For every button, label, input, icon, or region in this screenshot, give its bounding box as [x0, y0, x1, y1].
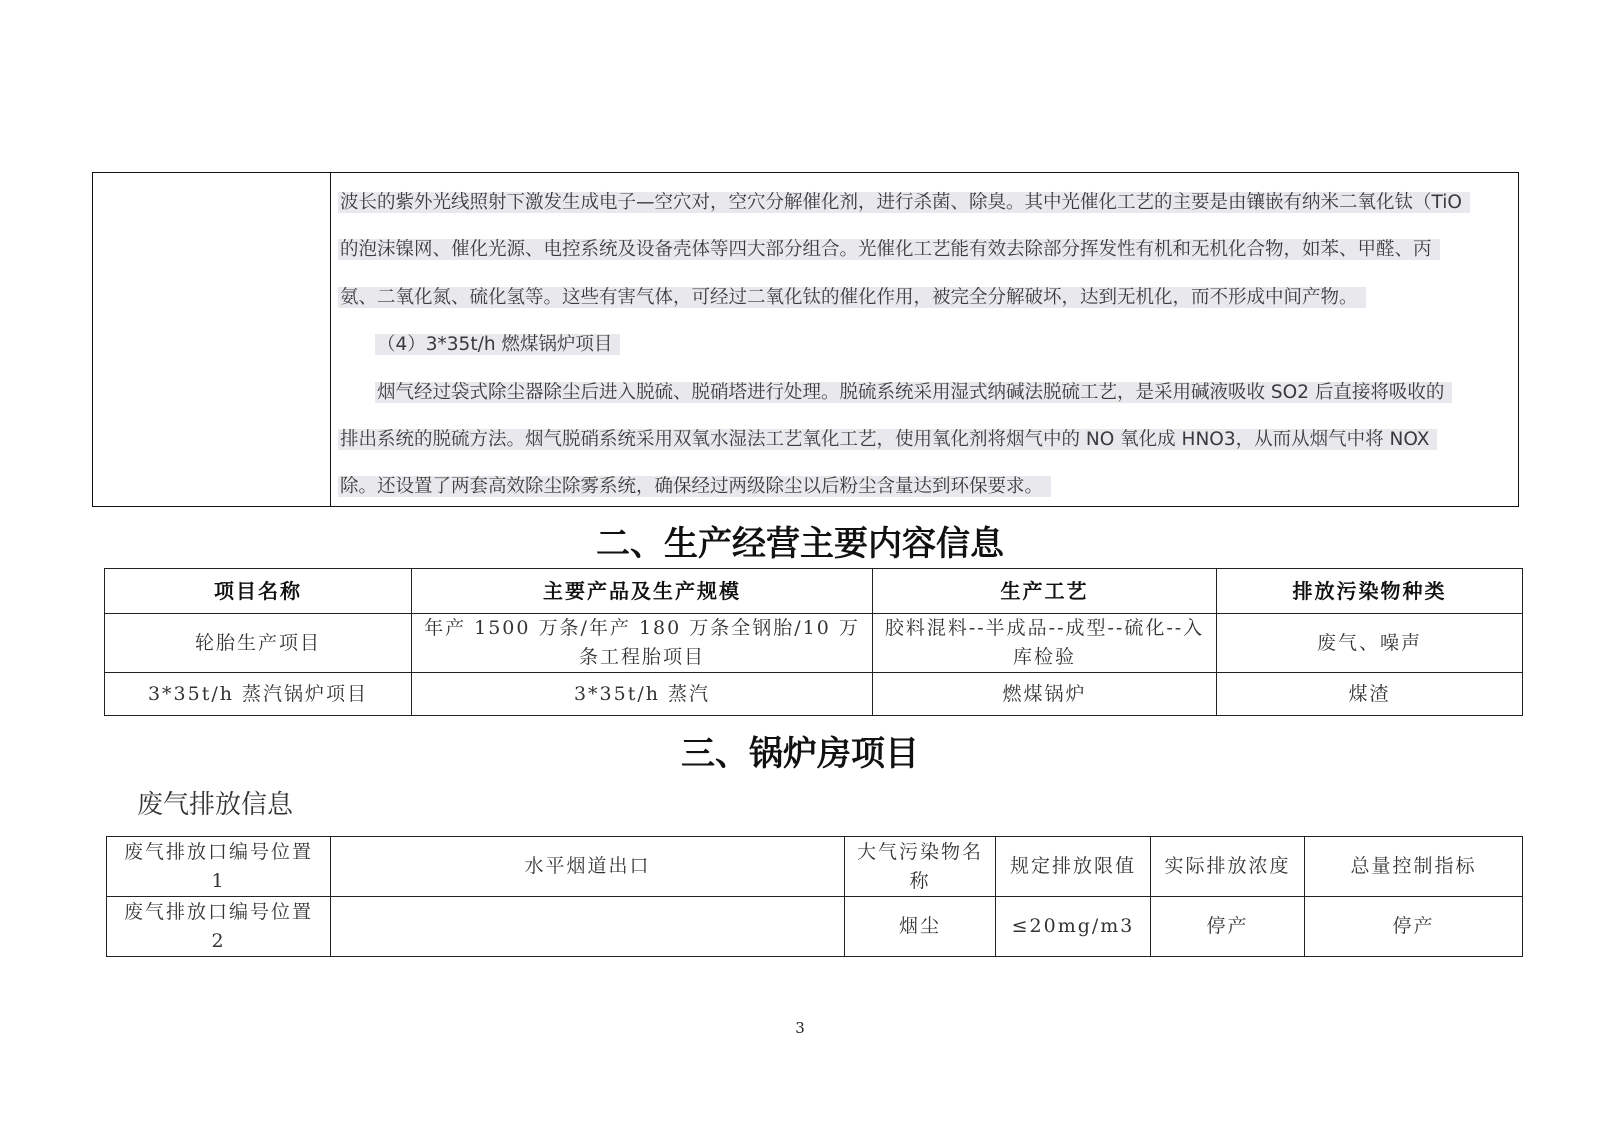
section-title-production: 二、生产经营主要内容信息 — [596, 524, 1004, 564]
header-cell: 排放污染物种类 — [1217, 569, 1523, 614]
actual-header-cell: 实际排放浓度 — [1151, 837, 1305, 897]
exhaust-info-heading: 废气排放信息 — [137, 790, 294, 820]
exhaust-table — [106, 836, 1523, 957]
description-cell — [332, 173, 1518, 506]
pollutant-cell: 烟尘 — [845, 897, 996, 957]
subsection-heading: （4）3*35t/h 燃煤锅炉项目 — [375, 327, 620, 363]
paragraph-line: 氨、二氧化氮、硫化氢等。这些有害气体，可经过二氧化钛的催化作用，被完全分解破坏，达到无机化，而不形成中间产物。 — [338, 280, 1366, 316]
table-row — [107, 837, 1523, 897]
total-header-cell: 总量控制指标 — [1305, 837, 1523, 897]
header-cell: 项目名称 — [105, 569, 412, 614]
table-cell: 年产 1500 万条/年产 180 万条全钢胎/10 万条工程胎项目 — [412, 614, 873, 673]
table-cell: 轮胎生产项目 — [105, 614, 412, 673]
page-number: 3 — [795, 1019, 805, 1037]
table-row — [107, 897, 1523, 957]
paragraph-line: 烟气经过袋式除尘器除尘后进入脱硫、脱硝塔进行处理。脱硫系统采用湿式纳碱法脱硫工艺，是采用碱液吸收 SO2 后直接将吸收的 — [375, 375, 1452, 411]
limit-cell: ≤20mg/m3 — [996, 897, 1151, 957]
header-cell: 主要产品及生产规模 — [412, 569, 873, 614]
table-cell: 废气、噪声 — [1217, 614, 1523, 673]
total-cell: 停产 — [1305, 897, 1523, 957]
production-table — [104, 568, 1523, 716]
header-cell: 生产工艺 — [873, 569, 1217, 614]
table-cell: 3*35t/h 蒸汽锅炉项目 — [105, 673, 412, 716]
outlet-label-cell: 废气排放口编号位置 1 — [107, 837, 331, 897]
paragraph-line: 波长的紫外光线照射下激发生成电子—空穴对，空穴分解催化剂，进行杀菌、除臭。其中光催化工艺的主要是由镶嵌有纳米二氧化钛（TiO — [338, 185, 1470, 221]
pollutant-header-cell: 大气污染物名 称 — [845, 837, 996, 897]
paragraph-line: 除。还设置了两套高效除尘除雾系统，确保经过两级除尘以后粉尘含量达到环保要求。 — [338, 469, 1051, 505]
limit-header-cell: 规定排放限值 — [996, 837, 1151, 897]
outlet-location-cell — [331, 897, 845, 957]
paragraph-line: 的泡沫镍网、催化光源、电控系统及设备壳体等四大部分组合。光催化工艺能有效去除部分挥发性有机和无机化合物，如苯、甲醛、丙 — [338, 232, 1440, 268]
table-header-row — [105, 569, 1523, 614]
outlet-label-cell: 废气排放口编号位置 2 — [107, 897, 331, 957]
actual-cell: 停产 — [1151, 897, 1305, 957]
table-cell: 胶料混料--半成品--成型--硫化--入库检验 — [873, 614, 1217, 673]
section-title-boiler: 三、锅炉房项目 — [681, 734, 919, 774]
column-divider — [330, 173, 331, 506]
outlet-location-cell: 水平烟道出口 — [331, 837, 845, 897]
continuation-table — [92, 172, 1519, 507]
table-row — [105, 673, 1523, 716]
table-cell: 3*35t/h 蒸汽 — [412, 673, 873, 716]
table-row — [105, 614, 1523, 673]
table-cell: 煤渣 — [1217, 673, 1523, 716]
table-cell: 燃煤锅炉 — [873, 673, 1217, 716]
paragraph-line: 排出系统的脱硫方法。烟气脱硝系统采用双氧水湿法工艺氧化工艺，使用氧化剂将烟气中的 NO 氧化成 HNO3，从而从烟气中将 NOX — [338, 422, 1437, 458]
